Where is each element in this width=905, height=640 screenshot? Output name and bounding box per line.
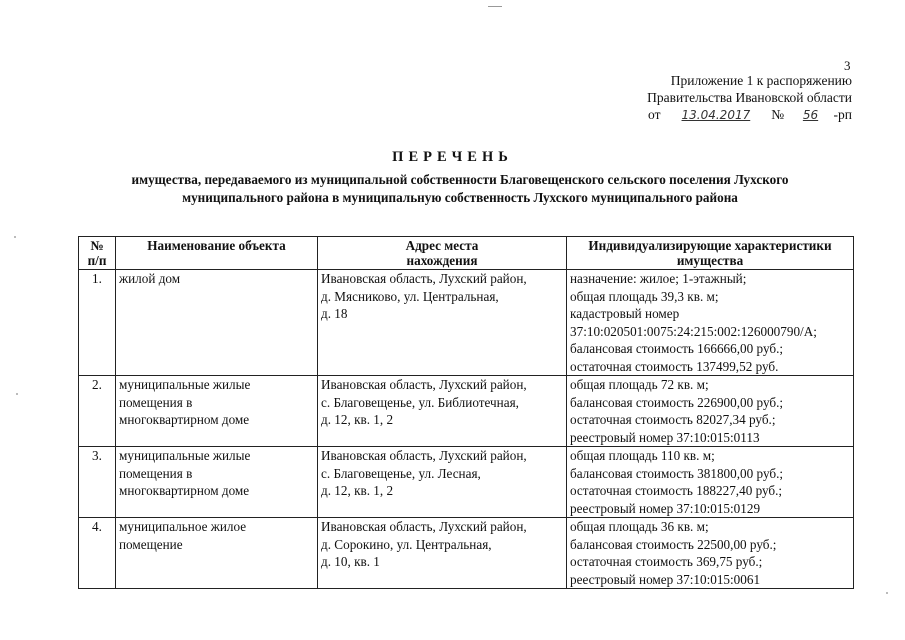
table-row xyxy=(79,270,854,376)
table-row xyxy=(79,447,854,518)
cell-line: помещение xyxy=(119,536,183,552)
cell-line: муниципальные жилые xyxy=(119,377,251,392)
cell-line: Ивановская область, Лухский район, xyxy=(321,519,527,534)
cell-line: балансовая стоимость 226900,00 руб.; xyxy=(570,394,784,410)
address-cell xyxy=(318,270,567,376)
header-line: нахождения xyxy=(406,252,478,268)
date-prefix: от xyxy=(648,107,661,122)
details-cell xyxy=(567,447,854,518)
cell-line: 37:10:020501:0075:24:215:002:126000790/А; xyxy=(570,323,817,339)
header-address xyxy=(318,237,567,270)
cell-line: реестровый номер 37:10:015:0113 xyxy=(570,429,760,445)
object-name-cell xyxy=(116,376,318,447)
cell-line: остаточная стоимость 137499,52 руб. xyxy=(570,358,779,374)
document-subtitle xyxy=(80,171,840,207)
scan-speck xyxy=(886,592,888,594)
address-cell xyxy=(318,447,567,518)
row-number: 3. xyxy=(79,447,116,518)
header-line: Наименование объекта xyxy=(147,238,286,253)
scan-speck xyxy=(14,236,16,238)
address-cell xyxy=(318,376,567,447)
object-name-cell xyxy=(116,518,318,589)
cell-line: назначение: жилое; 1-этажный; xyxy=(570,271,747,286)
cell-line: д. 10, кв. 1 xyxy=(321,554,380,569)
row-number: 4. xyxy=(79,518,116,589)
cell-line: д. Сорокино, ул. Центральная, xyxy=(321,536,492,552)
cell-line: Ивановская область, Лухский район, xyxy=(321,448,527,463)
cell-line: многоквартирном доме xyxy=(119,412,250,427)
details-cell xyxy=(567,270,854,376)
object-name-cell xyxy=(116,270,318,376)
cell-line: д. 12, кв. 1, 2 xyxy=(321,483,394,498)
cell-line: реестровый номер 37:10:015:0129 xyxy=(570,500,761,516)
subtitle-line-1: имущества, передаваемого из муниципальной собственности Благовещенского сельского поселения Лухского xyxy=(131,172,789,187)
number-sign: № xyxy=(771,107,785,122)
cell-line: остаточная стоимость 82027,34 руб.; xyxy=(570,412,776,427)
appendix-block xyxy=(647,72,852,124)
cell-line: кадастровый номер xyxy=(570,306,680,321)
cell-line: помещения в xyxy=(119,465,193,481)
cell-line: с. Благовещенье, ул. Лесная, xyxy=(321,465,481,481)
table-row xyxy=(79,376,854,447)
cell-line: жилой дом xyxy=(119,271,181,286)
cell-line: реестровый номер 37:10:015:0061 xyxy=(570,571,761,587)
address-cell xyxy=(318,518,567,589)
cell-line: муниципальные жилые xyxy=(119,448,251,463)
page-number: 3 xyxy=(844,58,851,73)
handwritten-date: 13.04.2017 xyxy=(681,108,751,122)
cell-line: д. 18 xyxy=(321,306,348,321)
cell-line: многоквартирном доме xyxy=(119,483,250,498)
scan-mark xyxy=(488,6,502,7)
scan-speck xyxy=(16,393,18,395)
table-header-row xyxy=(79,237,854,270)
header-line: Адрес места xyxy=(405,238,479,253)
cell-line: д. Мясниково, ул. Центральная, xyxy=(321,288,499,304)
details-cell xyxy=(567,376,854,447)
cell-line: общая площадь 36 кв. м; xyxy=(570,519,709,534)
table-row xyxy=(79,518,854,589)
cell-line: общая площадь 110 кв. м; xyxy=(570,448,715,463)
cell-line: д. 12, кв. 1, 2 xyxy=(321,412,394,427)
cell-line: остаточная стоимость 369,75 руб.; xyxy=(570,554,763,569)
appendix-line-2: Правительства Ивановской области xyxy=(647,90,852,105)
header-line: имущества xyxy=(676,252,744,268)
cell-line: остаточная стоимость 188227,40 руб.; xyxy=(570,483,783,498)
header-line: Индивидуализирующие характеристики xyxy=(588,238,832,253)
cell-line: Ивановская область, Лухский район, xyxy=(321,271,527,286)
order-suffix: -рп xyxy=(833,107,852,122)
appendix-line-1: Приложение 1 к распоряжению xyxy=(670,73,852,88)
header-num xyxy=(79,237,116,270)
cell-line: общая площадь 72 кв. м; xyxy=(570,377,709,392)
cell-line: общая площадь 39,3 кв. м; xyxy=(570,288,719,304)
cell-line: муниципальное жилое xyxy=(119,519,247,534)
header-line: № xyxy=(90,238,104,253)
row-number: 1. xyxy=(79,270,116,376)
details-cell xyxy=(567,518,854,589)
cell-line: балансовая стоимость 22500,00 руб.; xyxy=(570,536,777,552)
cell-line: с. Благовещенье, ул. Библиотечная, xyxy=(321,394,519,410)
object-name-cell xyxy=(116,447,318,518)
appendix-date-line xyxy=(647,106,852,124)
header-details xyxy=(567,237,854,270)
cell-line: балансовая стоимость 166666,00 руб.; xyxy=(570,341,784,356)
row-number: 2. xyxy=(79,376,116,447)
header-name xyxy=(116,237,318,270)
cell-line: Ивановская область, Лухский район, xyxy=(321,377,527,392)
cell-line: балансовая стоимость 381800,00 руб.; xyxy=(570,465,784,481)
subtitle-line-2: муниципального района в муниципальную собственность Лухского муниципального района xyxy=(182,190,738,205)
cell-line: помещения в xyxy=(119,394,193,410)
property-table xyxy=(78,236,854,589)
header-line: п/п xyxy=(87,252,107,268)
handwritten-number: 56 xyxy=(802,108,819,122)
document-title: ПЕРЕЧЕНЬ xyxy=(392,149,513,165)
